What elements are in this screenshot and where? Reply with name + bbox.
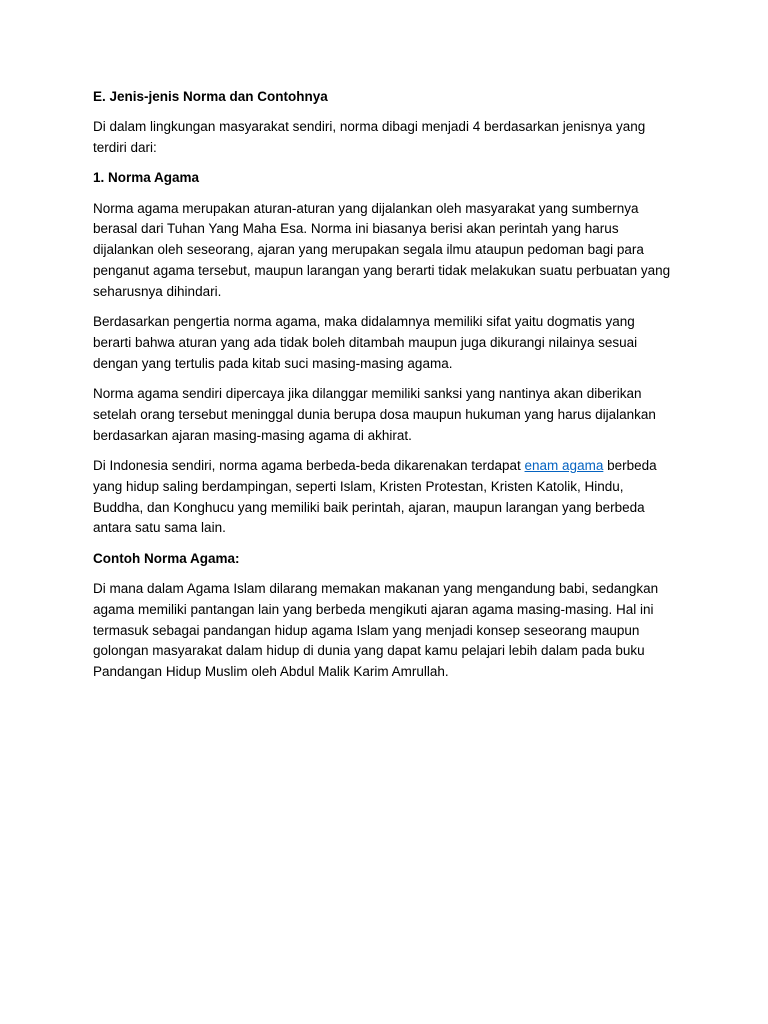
paragraph-definition: Norma agama merupakan aturan-aturan yang dijalankan oleh masyarakat yang sumbernya berasal dari Tuhan Yang Maha Esa. Norma ini biasanya berisi akan perintah yang harus dijalankan oleh seseorang, ajaran yang merupakan segala ilmu ataupun pedoman bagi para penganut agama tersebut, maupun larangan yang berarti tidak melakukan suatu perbuatan yang seharusnya dihindari. — [93, 200, 671, 299]
paragraph-indonesia-text-before: Di Indonesia sendiri, norma agama berbeda-beda dikarenakan terdapat — [93, 457, 525, 473]
paragraph-dogmatis: Berdasarkan pengertia norma agama, maka didalamnya memiliki sifat yaitu dogmatis yang berarti bahwa aturan yang ada tidak boleh ditambah maupun juga dikurangi nilainya sesuai dengan yang tertulis pada kitab suci masing-masing agama. — [93, 314, 638, 371]
subheading-contoh: Contoh Norma Agama: — [93, 550, 240, 566]
paragraph-indonesia — [93, 456, 675, 539]
section-heading: E. Jenis-jenis Norma dan Contohnya — [93, 89, 328, 104]
intro-paragraph: Di dalam lingkungan masyarakat sendiri, norma dibagi menjadi 4 berdasarkan jenisnya yang terdiri dari: — [93, 119, 646, 156]
paragraph-indonesia-text-after: berbeda yang hidup saling berdampingan, seperti Islam, Kristen Protestan, Kristen Katolik, Hindu, Buddha, dan Konghucu yang memiliki baik perintah, ajaran, maupun larangan yang berbeda antara satu sama lain. — [93, 457, 657, 536]
subheading-norma-agama: 1. Norma Agama — [93, 170, 200, 186]
paragraph-sanksi: Norma agama sendiri dipercaya jika dilanggar memiliki sanksi yang nantinya akan diberikan setelah orang tersebut meninggal dunia berupa dosa maupun hukuman yang harus dijalankan berdasarkan ajaran masing-masing agama di akhirat. — [93, 386, 656, 443]
document-page — [93, 87, 675, 692]
enam-agama-link[interactable]: enam agama — [524, 457, 604, 473]
paragraph-example: Di mana dalam Agama Islam dilarang memakan makanan yang mengandung babi, sedangkan agama memiliki pantangan lain yang berbeda mengikuti ajaran agama masing-masing. Hal ini termasuk sebagai pandangan hidup agama Islam yang menjadi konsep seseorang maupun golongan masyarakat dalam hidup di dunia yang dapat kamu pelajari lebih dalam pada buku Pandangan Hidup Muslim oleh Abdul Malik Karim Amrullah. — [93, 580, 659, 680]
